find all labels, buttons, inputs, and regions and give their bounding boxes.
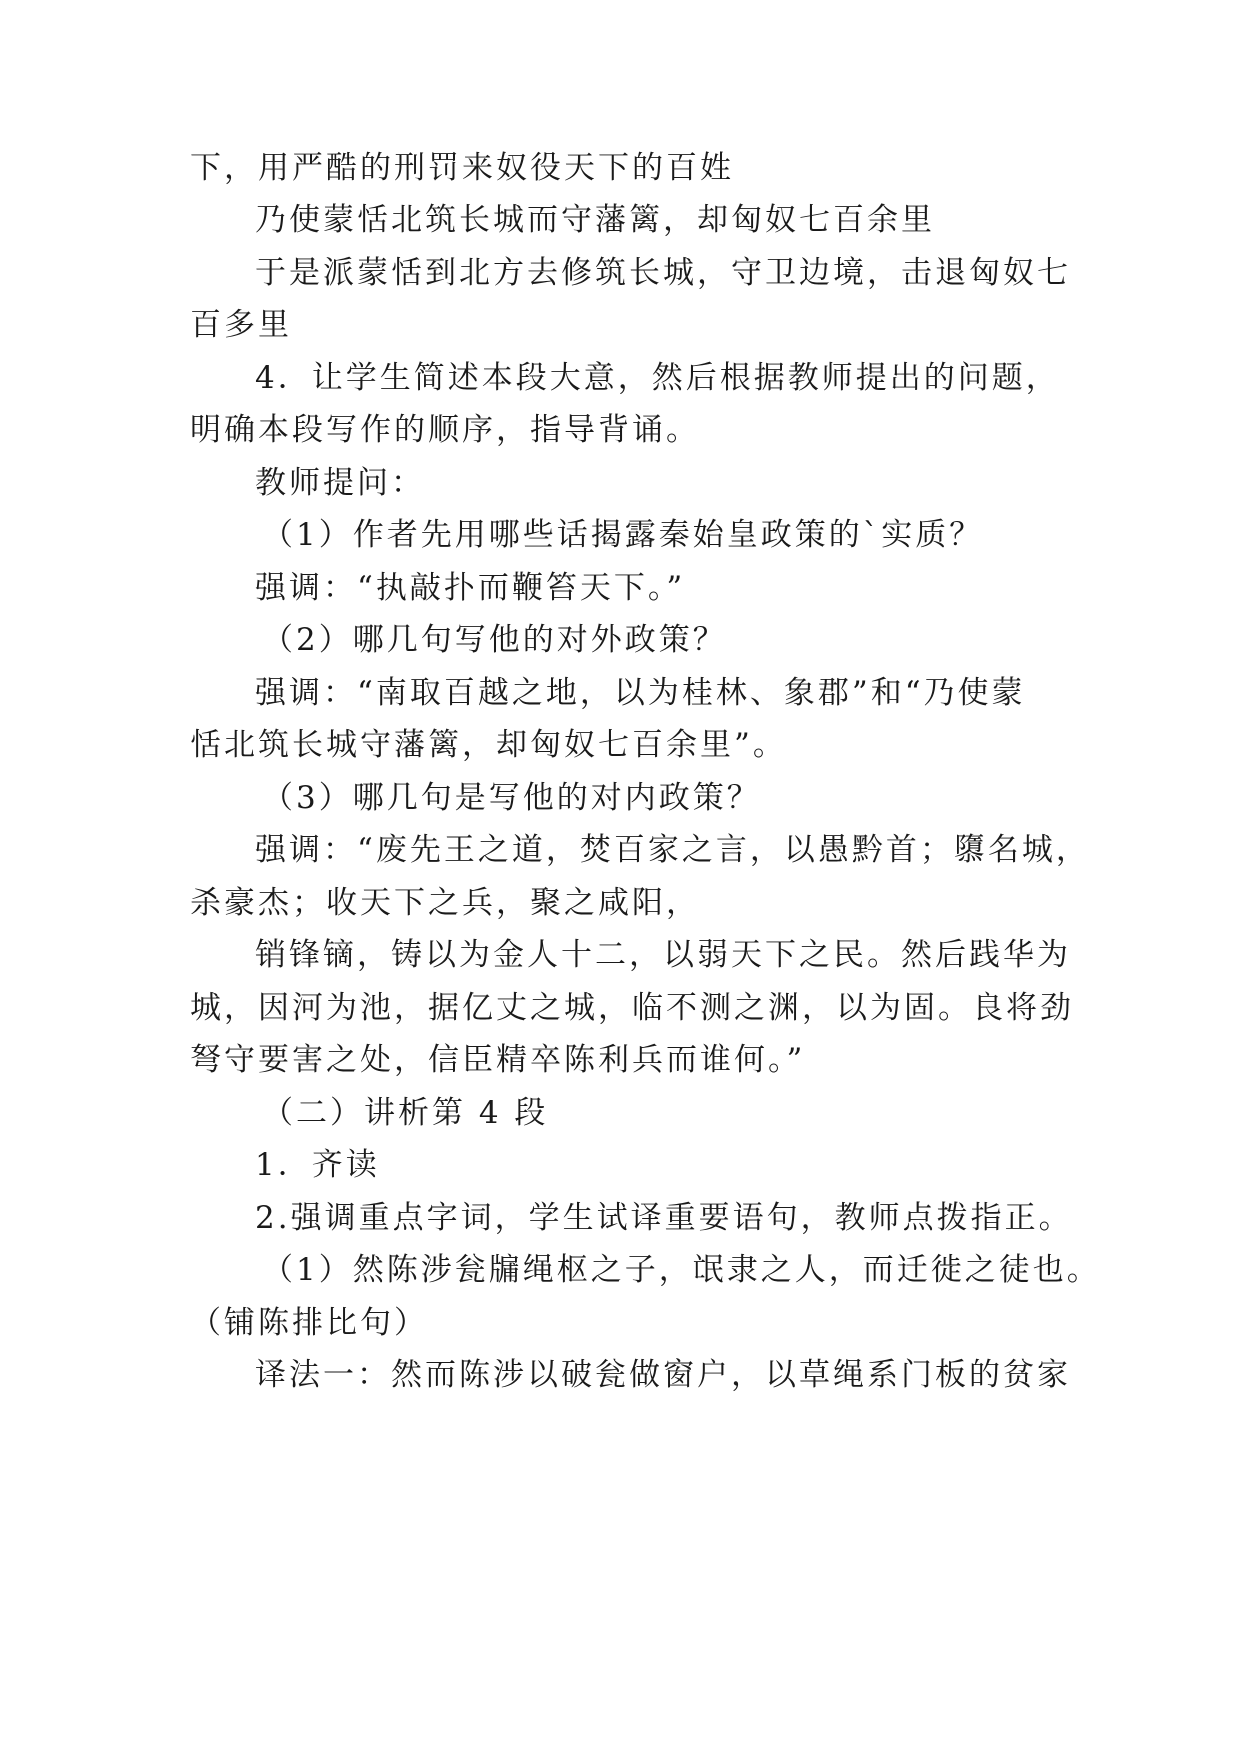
- text-line: 译法一：然而陈涉以破瓮做窗户，以草绳系门板的贫家: [255, 1357, 1071, 1393]
- text-line: 弩守要害之处，信臣精卒陈利兵而谁何。”: [190, 1042, 806, 1078]
- text-line: 销锋镝，铸以为金人十二，以弱天下之民。然后践华为: [255, 937, 1071, 973]
- text-line: 2.强调重点字词，学生试译重要语句，教师点拨指正。: [255, 1200, 1073, 1236]
- section-heading: （二）讲析第 4 段: [262, 1095, 549, 1131]
- text-line: 恬北筑长城守藩篱，却匈奴七百余里”。: [190, 727, 787, 763]
- text-line: 杀豪杰；收天下之兵，聚之咸阳，: [190, 885, 700, 921]
- text-line: 城，因河为池，据亿丈之城，临不测之渊，以为固。良将劲: [190, 990, 1074, 1026]
- text-line: 乃使蒙恬北筑长城而守藩篱，却匈奴七百余里: [255, 202, 935, 238]
- text-line: （2）哪几句写他的对外政策？: [262, 622, 727, 658]
- text-line: （3）哪几句是写他的对内政策？: [262, 780, 761, 816]
- text-line: 于是派蒙恬到北方去修筑长城，守卫边境，击退匈奴七: [255, 255, 1071, 291]
- text-line: （1）作者先用哪些话揭露秦始皇政策的`实质？: [262, 517, 984, 553]
- text-line: 下，用严酷的刑罚来奴役天下的百姓: [190, 150, 734, 186]
- text-line: 1．齐读: [255, 1147, 380, 1183]
- text-line: 强调：“废先王之道，焚百家之言，以愚黔首；隳名城，: [255, 832, 1090, 868]
- text-line: 强调：“南取百越之地，以为桂林、象郡”和“乃使蒙: [255, 675, 1026, 711]
- text-line: 教师提问：: [255, 465, 425, 501]
- text-line: 强调：“执敲扑而鞭笞天下。”: [255, 570, 686, 606]
- text-line: （铺陈排比句）: [190, 1305, 428, 1341]
- text-line: 百多里: [190, 307, 292, 343]
- text-line: 明确本段写作的顺序，指导背诵。: [190, 412, 700, 448]
- text-line: （1）然陈涉瓮牖绳枢之子，氓隶之人，而迁徙之徒也。: [262, 1252, 1101, 1288]
- text-line: 4．让学生简述本段大意，然后根据教师提出的问题，: [255, 360, 1060, 396]
